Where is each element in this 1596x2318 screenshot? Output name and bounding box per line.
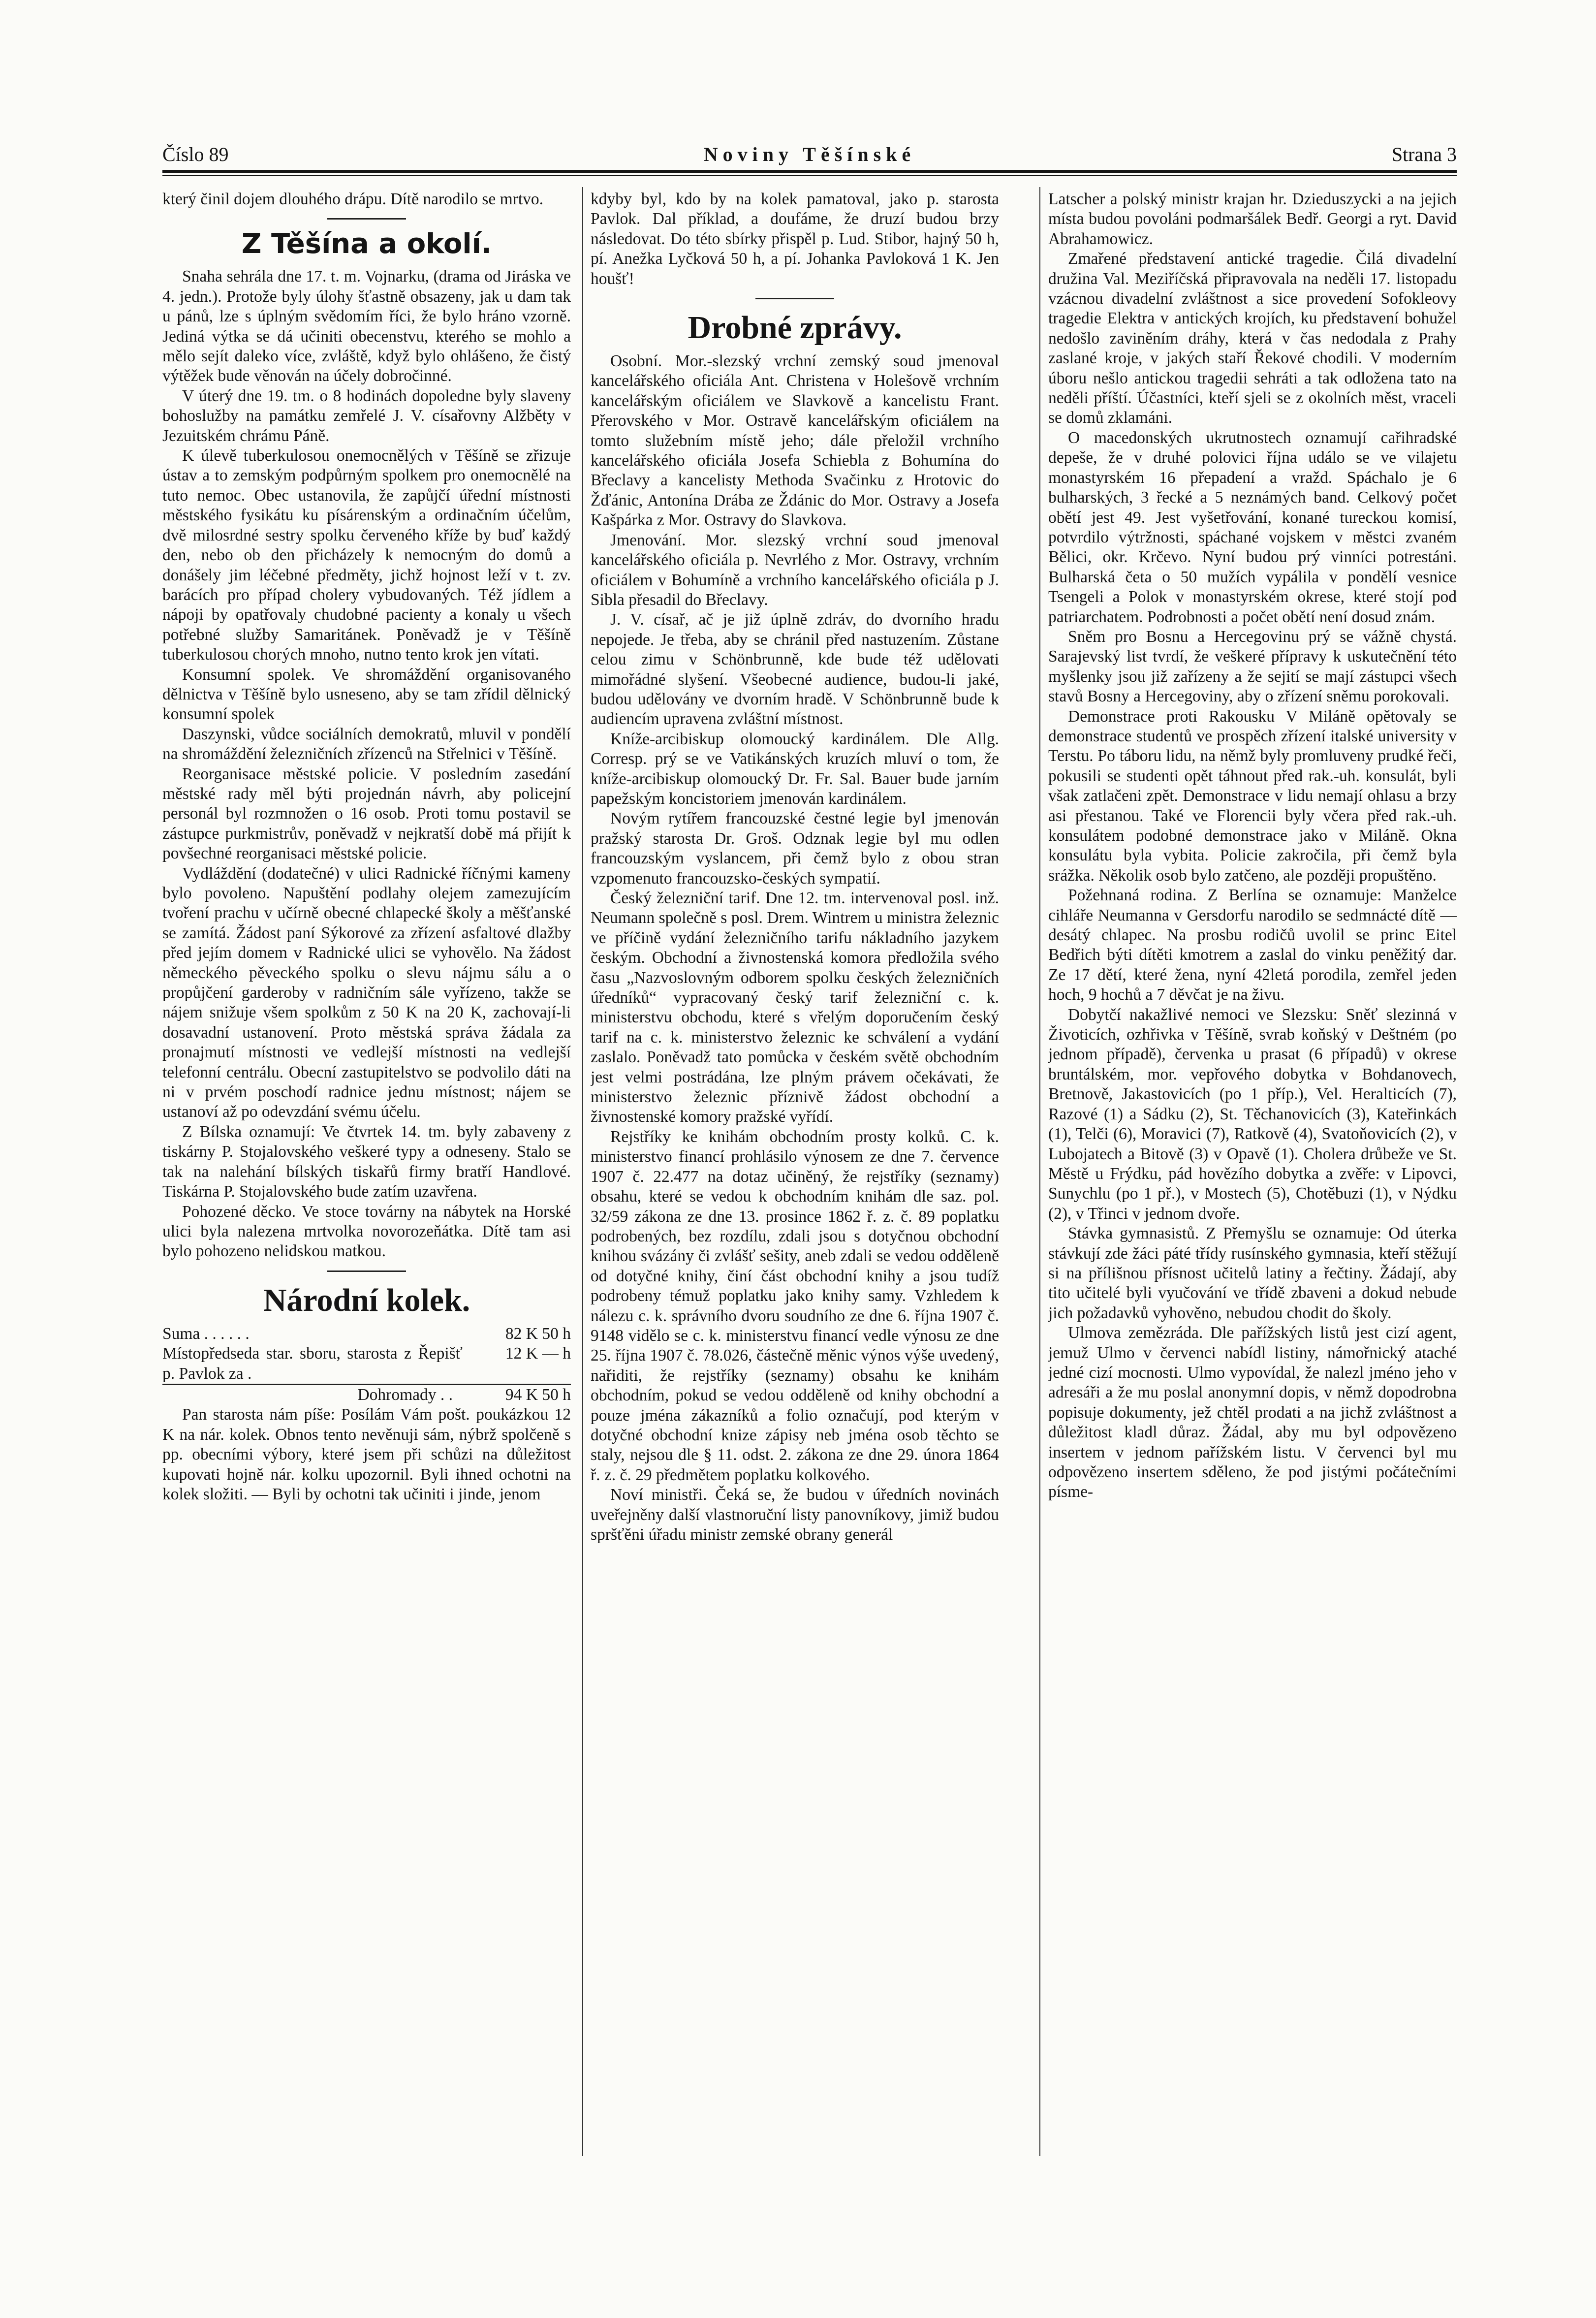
article-text: Kníže-arcibiskup olomoucký kardinálem. Dle Allg. Corresp. prý se ve Vatikánských kruzích mluví o tom, že kníže-arcibiskup olomoucký Dr. Fr. Sal. Bauer bude jarním papežským koncistoriem jmenován kardinálem. bbox=[591, 730, 999, 808]
page-header bbox=[162, 133, 1457, 167]
row-value: 82 K 50 h bbox=[505, 1324, 571, 1343]
separator bbox=[327, 1270, 406, 1272]
article-text: Pan starosta nám píše: Posílám Vám pošt. poukázkou 12 K na nár. kolek. Obnos tento nevěnuji sám, nýbrž spolčeně s pp. obecními výbory, které jsem při schůzi na důležitost kupovati hojně nár. kolku upozornil. Byli ihned ochotni na kolek složiti. — Byli by ochotni tak učiniti i jinde, jenom bbox=[162, 1405, 571, 1503]
article-text: Stávka gymnasistů. Z Přemyšlu se oznamuje: Od úterka stávkují zde žáci páté třídy rusínského gymnasia, kteří stěžují si na přílišnou přísnost učitelů latiny a řečtiny. Žádají, aby tito učitelé byli vyučování ve třídě zbaveni a dokud nebude jich požadavků vyhověno, nebudou chodit do školy. bbox=[1048, 1224, 1457, 1322]
article-text: Vydláždění (dodatečné) v ulici Radnické říčnými kameny bylo povoleno. Napuštění podlahy olejem zamezujícím tvoření prachu v učírně obecné chlapecké školy a měšťanské se zamítá. Žádost paní Sýkorové za zřízení asfaltové dlažby před jejím domem v Radnické ulici se vyhovělo. Na žádost německého pěveckého spolku o slevu nájmu sálu a o propůjčení garderoby v radničním sále vyřízeno, takže se nájem snižuje všem spolkům z 50 K na 20 K, zachovají-li dosavadní ustanovení. Proto městská správa žádala za pronajmutí místnosti ve vedlejší místnosti na vedlejší telefonní centrálu. Obecní zastupitelstvo se podvolilo dáti na ni v prvém poschodí radnice jednu místnost; nájem se ustanoví až po odevzdání svému účelu. bbox=[162, 864, 571, 1121]
row-value: 94 K 50 h bbox=[505, 1385, 571, 1404]
article-text: Český železniční tarif. Dne 12. tm. intervenoval posl. inž. Neumann společně s posl. Drem. Wintrem u ministra železnic ve příčině vydání železničního tarifu nákladního jazykem českým. Obchodní a živnostenská komora předložila svého času „Nazvoslovným odborem spolku českých železničních úředníků“ vypracovaný český tarif železniční c. k. ministerstvu obchodu, které s vřelým doporučením český tarif na c. k. ministerstvo železnic ke schválení a vydání zaslalo. Poněvadž tato pomůcka v českém světě obchodním jest velmi postrádána, lze plným právem očekávati, že ministerstvo železnic příznivě žádost obchodní a živnostenské komory pražské vyřídí. bbox=[591, 889, 999, 1126]
article-text: Osobní. Mor.-slezský vrchní zemský soud jmenoval kancelářského oficiála Ant. Christena v Holešově vrchním kancelářským oficiálem ve Slavkově a kancelistu Frant. Přerovského v Mor. Ostravě kancelářským oficiálem na tomto služebním místě jeho; dále přeložil vrchního kancelářského oficiála Josefa Schiebla z Bohumína do Břeclavy a kancelisty Methoda Svačinku z Hrotovic do Žďánic, Antonína Drába ze Ždánic do Mor. Ostravy a Josefa Kašpárka z Mor. Ostravy do Slavkova. bbox=[591, 352, 999, 530]
issue-number: Číslo 89 bbox=[162, 143, 229, 165]
row-label: Dohromady . . bbox=[357, 1385, 453, 1404]
row-label: Místopředseda star. sboru, starosta z Řepišť p. Pavlok za . bbox=[162, 1344, 463, 1383]
section-heading: Z Těšína a okolí. bbox=[241, 228, 492, 260]
header-rule-thin bbox=[162, 175, 1457, 176]
article-text: Z Bílska oznamují: Ve čtvrtek 14. tm. byly zabaveny z tiskárny P. Stojalovského veškeré typy a odneseny. Stalo se tak na nalehání bílských tiskařů firmy bratří Handlové. Tiskárna P. Stojalovského bude zatím uzavřena. bbox=[162, 1122, 571, 1201]
column-divider bbox=[1039, 187, 1040, 2156]
article-text: který činil dojem dlouhého drápu. Dítě narodilo se mrtvo. bbox=[162, 190, 544, 208]
article-text: Demonstrace proti Rakousku V Miláně opětovaly se demonstrace studentů ve prospěch zřízení italské university v Terstu. Po táboru lidu, na němž byly promluveny prudké řeči, pokusili se studenti opět táhnout před rak.-uh. konsulát, byli však zatlačeni zpět. Demonstrace v lidu nemají ohlasu a brzy asi přestanou. Také ve Florencii byly včera před rak.-uh. konsulátem podobné demonstrace jako v Miláně. Okna konsulátu byla vybita. Policie zakročila, při čemž byla srážka. Několik osob bylo zatčeno, ale později propuštěno. bbox=[1048, 707, 1457, 885]
row-value: 12 K — h bbox=[505, 1344, 571, 1363]
article-text: Ulmova zemězráda. Dle pařížských listů jest cizí agent, jemuž Ulmo v červenci nabídl listiny, námořnický ataché jedné cizí mocnosti. Ulmo vypovídal, že nalezl jméno jeho v adresáři a že mu poslal anonymní dopis, v němž dopodrobna popisuje dokumenty, jež chtěl prodati a na jichž zvláštnost a důležitost kladl důraz. Žádal, aby mu byl odpovězeno insertem v jednom pařížském listu. V červenci byl mu odpovězeno insertem sděleno, že pod jistými počátečními písme- bbox=[1048, 1324, 1457, 1501]
article-text: Reorganisace městské policie. V posledním zasedání městské rady měl býti projednán návrh, aby policejní personál byl rozmnožen o 16 osob. Proti tomu postavil se zástupce purkmistrův, poněvadž v nejkratší době má přijít k povšechné reorganisaci městské policie. bbox=[162, 764, 571, 863]
table-row bbox=[162, 1344, 571, 1385]
article-text: Snaha sehrála dne 17. t. m. Vojnarku, (drama od Jiráska ve 4. jedn.). Protože byly úlohy šťastně obsazeny, jak u dam tak u pánů, lze s úplným svědomím říci, že bylo hráno vzorně. Jediná výtka se dá učiniti obecenstvu, kterého se mohlo a mělo sejít daleko více, zvláště, když bylo ohlášeno, že čistý výtěžek bude věnován na účely dobročinné. bbox=[162, 267, 571, 385]
section-heading: Drobné zprávy. bbox=[688, 310, 902, 346]
article-text: K úlevě tuberkulosou onemocnělých v Těšíně se zřizuje ústav a to zemským podpůrným spolkem pro onemocnělé na tuto nemoc. Obec ustanovila, že zapůjčí úřední místnosti městského fysikátu ku písárenským a ordinačním účelům, dvě milosrdné sestry spolku červeného kříže by buď každý den, nebo ob den přicházely k nemocným do domů a donášely jim léčebné předměty, jichž hojnost leží v t. zv. barácích pro případ cholery vybudovaných. Též jídlem a nápoji by opatřovaly chudobné pacienty a konaly u všech potřebné služby Samaritánek. Poněvadž je v Těšíně tuberkulosou chorých mnoho, nutno tento krok jen vítati. bbox=[162, 446, 571, 664]
column-divider bbox=[582, 187, 583, 2156]
header-rule bbox=[162, 170, 1457, 173]
section-heading: Národní kolek. bbox=[263, 1282, 470, 1318]
article-text: Novým rytířem francouzské čestné legie byl jmenován pražský starosta Dr. Groš. Odznak legie byl mu odlen francouzským vyslancem, při čemž bylo z obou stran vzpomenuto francouzsko-českých sympatií. bbox=[591, 809, 999, 888]
donation-table bbox=[162, 1324, 571, 1405]
separator bbox=[755, 298, 834, 299]
article-text: Latscher a polský ministr krajan hr. Dzieduszycki a na jejich místa budou povoláni podmaršálek Bedř. Georgi a ryt. David Abrahamowicz. bbox=[1048, 190, 1457, 248]
article-text: Dobytčí nakažlivé nemoci ve Slezsku: Sněť slezinná v Životicích, ozhřivka v Těšíně, svrab koňský v Deštném (po jednom případě), červenka u prasat (6 případů) v okrese bruntálském, mor. vepřového dobytka v Bohdanovech, Bretnově, Jakastovicích (po 1 příp.), Vel. Heralticích (7), Razové (1) a Sádku (2), St. Těchanovicích (3), Kateřinkách (1), Telči (6), Moravici (7), Ratkově (4), Svatoňovicích (2), v Lubojatech a Bitově (3) v Opavě (1). Cholera drůbeže ve St. Městě u Frýdku, pád hovězího dobytka a zvěře: v Lipovci, Sunychlu (po 1 př.), v Mostech (5), Chotěbuzi (1), v Nýdku (2), v Třinci v jednom dvoře. bbox=[1048, 1005, 1457, 1223]
article-text: Zmařené představení antické tragedie. Čilá divadelní družina Val. Meziříčská připravovala na neděli 17. listopadu vzácnou divadelní zvláštnost a sice provedení Sofokleovy tragedie Elektra v antických krojích, ku představení bohužel nedošlo zaviněním dráhy, která v čas nedodala z Prahy zaslané kroje, v jakých staří Řekové chodili. V moderním úboru nešlo antickou tragedii sehráti a tak odložena tato na neděli příští. Účastníci, kteří sjeli se z okolních měst, vraceli se domů zklamáni. bbox=[1048, 250, 1457, 427]
article-text: V úterý dne 19. tm. o 8 hodinách dopoledne byly slaveny bohoslužby na památku zemřelé J. V. císařovny Alžběty v Jezuitském chrámu Páně. bbox=[162, 386, 571, 445]
article-text: Rejstříky ke knihám obchodním prosty kolků. C. k. ministerstvo financí prohlásilo výnosem ze dne 7. července 1907 č. 22.477 na dotaz učiněný, že rejstříky (seznamy) obsahu, které se vedou k obchodním knihám dle saz. pol. 32/59 zákona ze dne 13. prosince 1862 ř. z. č. 89 poplatku podrobených, bez rozdílu, zdali jsou s dotyčnou obchodní knihou svázány či zvlášť sešity, aneb zdali se vedou odděleně od dotyčné knihy, činí část obchodní knihy a jsou tudíž podrobeny témuž poplatku jako knihy samy. Vzhledem k nálezu c. k. správního dvoru soudního ze dne 6. října 1907 č. 9148 vidělo se c. k. ministerstvu financí vedle výnosu ze dne 25. října 1907 č. 78.026, částečně měnic výnos výše uvedený, nařiditi, že rejstříky (seznamy) obsahu ke knihám obchodním, pokud se vedou odděleně od knihy obchodní a pouze jména zákazníků a folio označují, pod kterým v dotyčné obchodní knize zápisy neb jména osob těchto se staly, nejsou dle § 11. odst. 2. zákona ze dne 29. února 1864 ř. z. č. 29 předmětem poplatku kolkového. bbox=[591, 1127, 999, 1484]
article-text: Noví ministři. Čeká se, že budou v úředních novinách uveřejněny další vlastnoruční listy panovníkovy, jimiž budou spršťěni úřadu ministr zemské obrany generál bbox=[591, 1486, 999, 1544]
article-text: Sněm pro Bosnu a Hercegovinu prý se vážně chystá. Sarajevský list tvrdí, že veškeré přípravy k uskutečnění této myšlenky jsou již zařízeny a že sejití se mají zástupci všech stavů Bosny a Hercegoviny, aby o zřízení sněmu porokovali. bbox=[1048, 627, 1457, 706]
column-2 bbox=[591, 190, 999, 2163]
article-text: Pohozené děcko. Ve stoce továrny na nábytek na Horské ulici byla nalezena mrtvolka novorozeňátka. Dítě tam asi bylo pohozeno nelidskou matkou. bbox=[162, 1202, 571, 1261]
masthead: Noviny Těšínské bbox=[703, 143, 916, 165]
separator bbox=[327, 218, 406, 220]
article-text: Daszynski, vůdce sociálních demokratů, mluvil v pondělí na shromáždění železničních zřízenců na Střelnici v Těšíně. bbox=[162, 725, 571, 763]
page-number: Strana 3 bbox=[1391, 143, 1457, 165]
column-3 bbox=[1048, 190, 1457, 2163]
table-row bbox=[162, 1385, 571, 1405]
table-row bbox=[162, 1324, 571, 1344]
article-text: Jmenování. Mor. slezský vrchní soud jmenoval kancelářského oficiála p. Nevrlého z Mor. Ostravy, vrchním oficiálem v Bohumíně a vrchního kancelářského oficiála p J. Sibla přesadil do Břeclavy. bbox=[591, 531, 999, 609]
article-text: J. V. císař, ač je již úplně zdráv, do dvorního hradu nepojede. Je třeba, aby se chránil před nastuzením. Zůstane celou zimu v Schönbrunně, kde bude též udělovati mimořádné slyšení. Všeobecné audience, budou-li jaké, budou udělovány ve dvorním hradě. V Schönbrunně bude k audiencím upravena zvláštní místnost. bbox=[591, 610, 999, 729]
article-text: kdyby byl, kdo by na kolek pamatoval, jako p. starosta Pavlok. Dal příklad, a doufáme, že druzí budou brzy následovat. Do této sbírky přispěl p. Lud. Stibor, hajný 50 h, pí. Anežka Lyčková 50 h, a pí. Johanka Pavloková 1 K. Jen houšť! bbox=[591, 190, 999, 288]
article-text: Požehnaná rodina. Z Berlína se oznamuje: Manželce cihláře Neumanna v Gersdorfu narodilo se sedmnácté dítě — desátý chlapec. Na prosbu rodičů uvolil se princ Eitel Bedřich býti dítěti kmotrem a zaslal do vinku peněžitý dar. Ze 17 dětí, které žena, nyní 42letá porodila, zemřel jeden hoch, 9 hochů a 7 děvčat je na živu. bbox=[1048, 886, 1457, 1004]
article-text: O macedonských ukrutnostech oznamují cařihradské depeše, že v druhé polovici října událo se ve vilajetu monastyrském 16 přepadení a vražd. Spáchalo je 6 bulharských, 3 řecké a 5 neznámých band. Celkový počet obětí jest 49. Jest vyšetřování, konané tureckou komisí, potvrdilo výtržnosti, spáchané vojskem v městci zvaném Bělici, okr. Krčevo. Nyní budou prý vinníci potrestáni. Bulharská četa o 50 mužích vypálila v pondělí vesnice Tsengeli a Polok v monastyrském okrese, které stojí pod patriarchatem. Podrobnosti a počet obětí není dosud znám. bbox=[1048, 428, 1457, 626]
column-1 bbox=[162, 190, 571, 2163]
article-text: Konsumní spolek. Ve shromáždění organisovaného dělnictva v Těšíně bylo usneseno, aby se tam zřídil dělnický konsumní spolek bbox=[162, 665, 571, 724]
row-label: Suma . . . . . . bbox=[162, 1324, 250, 1343]
